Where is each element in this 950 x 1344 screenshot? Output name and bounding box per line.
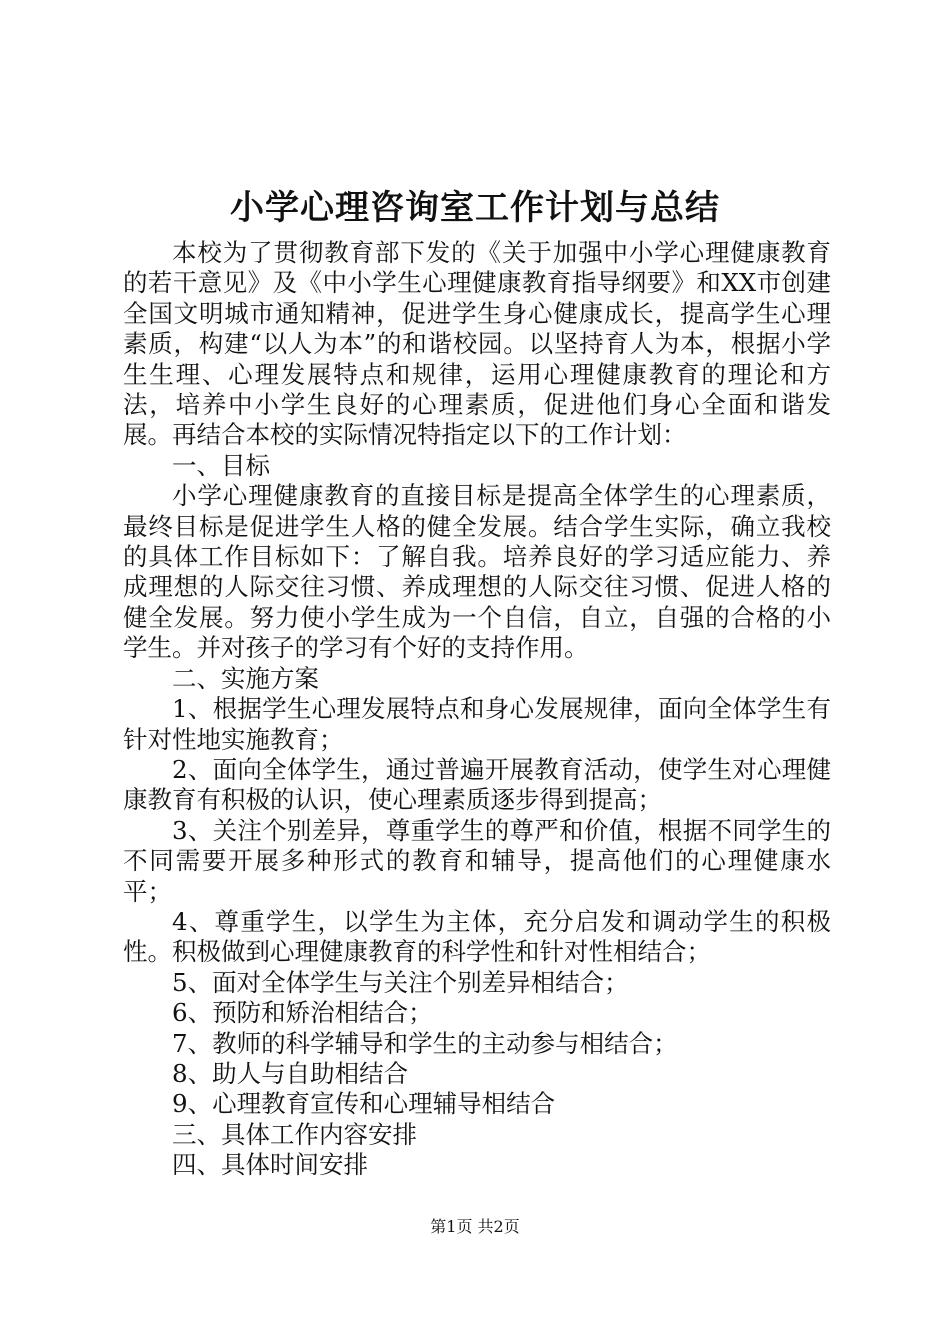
page-number: 第1页 共2页 <box>430 1217 520 1236</box>
document-title: 小学心理咨询室工作计划与总结 <box>230 188 720 228</box>
document-body <box>123 238 831 1181</box>
list-item-6: 6、预防和矫治相结合； <box>172 998 433 1028</box>
list-item-7: 7、教师的科学辅导和学生的主动参与相结合； <box>172 1028 678 1058</box>
list-item-2: 2、面向全体学生，通过普遍开展教育活动，使学生对心理健康教育有积极的认识，使心理素质逐步得到提高； <box>123 754 831 815</box>
list-item-4: 4、尊重学生，以学生为主体，充分启发和调动学生的积极性。积极做到心理健康教育的科学性和针对性相结合； <box>123 906 831 967</box>
heading-goals: 一、目标 <box>172 450 270 480</box>
heading-implementation: 二、实施方案 <box>172 663 319 693</box>
list-item-5: 5、面对全体学生与关注个别差异相结合； <box>172 967 629 997</box>
paragraph-goals: 小学心理健康教育的直接目标是提高全体学生的心理素质，最终目标是促进学生人格的健全发展。结合学生实际，确立我校的具体工作目标如下：了解自我。培养良好的学习适应能力、养成理想的人际交往习惯、养成理想的人际交往习惯、促进人格的健全发展。努力使小学生成为一个自信，自立，自强的合格的小学生。并对孩子的学习有个好的支持作用。 <box>123 481 831 663</box>
list-item-1: 1、根据学生心理发展特点和身心发展规律，面向全体学生有针对性地实施教育； <box>123 694 831 754</box>
list-item-9: 9、心理教育宣传和心理辅导相结合 <box>172 1089 556 1119</box>
heading-work-content: 三、具体工作内容安排 <box>172 1119 417 1149</box>
paragraph-intro: 本校为了贯彻教育部下发的《关于加强中小学心理健康教育的若干意见》及《中小学生心理健康教育指导纲要》和XX市创建全国文明城市通知精神，促进学生身心健康成长，提高学生心理素质，构建“以人为本”的和谐校园。以坚持育人为本，根据小学生生理、心理发展特点和规律，运用心理健康教育的理论和方法，培养中小学生良好的心理素质，促进他们身心全面和谐发展。再结合本校的实际情况特指定以下的工作计划： <box>123 238 831 450</box>
list-item-3: 3、关注个别差异，尊重学生的尊严和价值，根据不同学生的不同需要开展多种形式的教育和辅导，提高他们的心理健康水平； <box>123 815 831 906</box>
heading-schedule: 四、具体时间安排 <box>172 1150 368 1180</box>
list-item-8: 8、助人与自助相结合 <box>172 1058 409 1088</box>
